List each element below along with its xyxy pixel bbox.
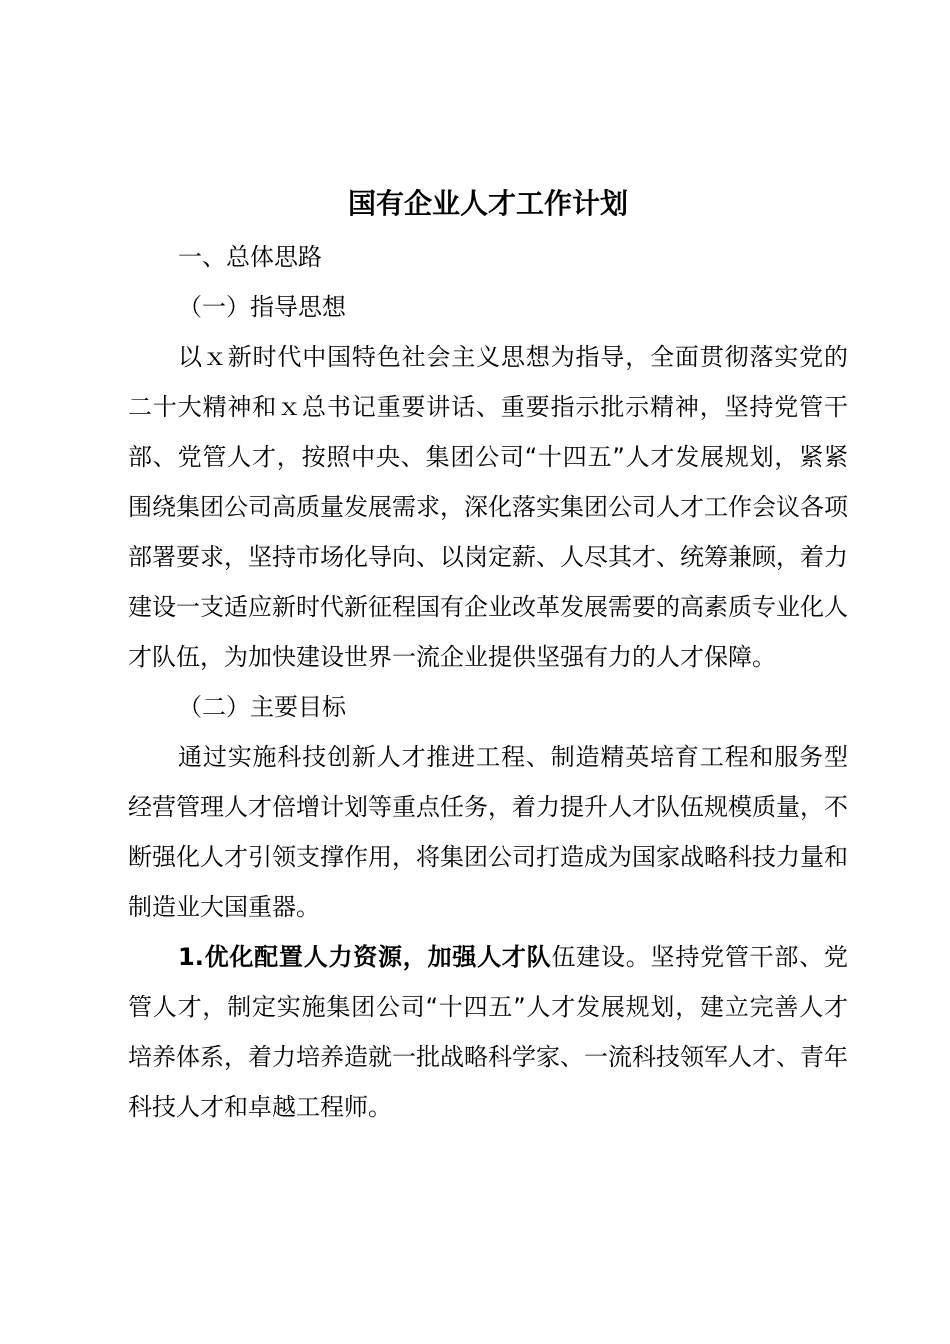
subsection-heading-guiding-thought: （一）指导思想 xyxy=(178,293,346,321)
document-title: 国有企业人才工作计划 xyxy=(347,187,628,220)
paragraph-guiding-thought: 以ｘ新时代中国特色社会主义思想为指导，全面贯彻落实党的二十大精神和ｘ总书记重要讲话、重要指示批示精神，坚持党管干部、党管人才，按照中央、集团公司“十四五”人才发展规划，紧紧围绕集团公司高质量发展需求，深化落实集团公司人才工作会议各项部署要求，坚持市场化导向、以岗定薪、人尽其才、统筹兼顾，着力建设一支适应新时代新征程国有企业改革发展需要的高素质专业化人才队伍，为加快建设世界一流企业提供坚强有力的人才保障。 xyxy=(128,343,848,671)
document-page xyxy=(128,182,848,1132)
item-1-text: 伍建设。坚持党管干部、党管人才，制定实施集团公司“十四五”人才发展规划，建立完善人才培养体系，着力培养造就一批战略科学家、一流科技领军人才、青年科技人才和卓越工程师。 xyxy=(128,943,848,1121)
paragraph-item-1 xyxy=(128,932,848,1132)
paragraph-main-goals: 通过实施科技创新人才推进工程、制造精英培育工程和服务型经营管理人才倍增计划等重点任务，着力提升人才队伍规模质量，不断强化人才引领支撑作用，将集团公司打造成为国家战略科技力量和制造业大国重器。 xyxy=(128,743,848,921)
item-1-bold-lead: 1.优化配置人力资源，加强人才队 xyxy=(178,943,552,971)
section-heading-overall-approach: 一、总体思路 xyxy=(178,243,322,271)
subsection-heading-main-goals: （二）主要目标 xyxy=(178,693,346,721)
